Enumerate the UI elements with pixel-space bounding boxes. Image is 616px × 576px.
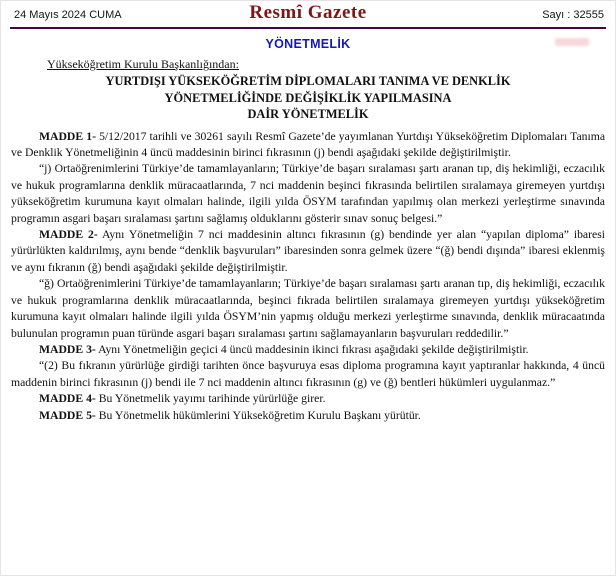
gazette-header [10,1,606,29]
gazette-title: Resmî Gazete [249,2,367,23]
document-title-line: YURTDIŞI YÜKSEKÖĞRETİM DİPLOMALARI TANIMA VE DENKLİK [105,74,511,89]
document-title [11,73,605,122]
header-issue-number: Sayı : 32555 [542,9,604,21]
paragraph: “j) Ortaöğrenimlerini Türkiye’de tamamlayanların; Türkiye’de başarı sıralaması şartı aranan tıp, diş hekimliği, eczacılık ve hukuk programlarına denklik müracaatlarında, 7 nci maddenin beşinci fıkrasında belirtilen sıralamaya giremeyen yurtdışı yükseköğretim kurumuna kayıt olmaları halinde, ilgili yılda ÖSYM tarafından yapılmış olan merkezi yerleştirme sınavında programın asgari başarı sıralaması şartını sağlamış olduklarını gösterir sınav sonuç belgesi.” [11,162,605,225]
document-title-line: YÖNETMELİĞİNDE DEĞİŞİKLİK YAPILMASINA [164,90,452,105]
issuer-line: Yükseköğretim Kurulu Başkanlığından: [47,57,239,71]
paragraph: “(2) Bu fıkranın yürürlüğe girdiği tarihten önce başvuruya esas diploma programına kayıt yaptıranlar hakkında, 4 üncü maddenin birinci fıkrasının (j) bendi ile 7 nci maddenin altıncı fıkrasının (g) ve (ğ) bentleri hükümleri uygulanmaz.” [11,359,605,389]
madde-label: MADDE 2- [39,228,98,242]
paragraph: MADDE 3- Aynı Yönetmeliğin geçici 4 üncü maddesinin ikinci fıkrası aşağıdaki şekilde değiştirilmiştir. [39,342,529,356]
paragraph: MADDE 4- Bu Yönetmelik yayımı tarihinde yürürlüğe girer. [39,392,326,406]
red-stamp-watermark-icon [555,38,589,46]
paragraphs [11,129,605,424]
document-body [11,56,605,424]
madde-label: MADDE 4- [39,392,96,406]
paragraph: “ğ) Ortaöğrenimlerini Türkiye’de tamamlayanların; Türkiye’de başarı sıralaması şartı aranan tıp, diş hekimliği, eczacılık ve hukuk programlarına denklik müracaatlarında, beşinci fıkrada belirtilen sıralamaya giremeyen yurtdışı yükseköğretim kurumuna kayıt olmaları halinde ilgili yılda ÖSYM’nin yapmış olduğu merkezi yerleştirme sınavında, denklik müracaatında bulunulan programın puan türünde asgari başarı sıralaması şartını sağlamayanların başvuruları reddedilir.” [11,277,605,340]
paragraph: MADDE 1- 5/12/2017 tarihli ve 30261 sayılı Resmî Gazete’de yayımlanan Yurtdışı Yükseköğretim Diplomaları Tanıma ve Denklik Yönetmeliğinin 4 üncü maddesinin birinci fıkrasının (j) bendi aşağıdaki şekilde değiştirilmiştir. [11,129,606,160]
document-title-line: DAİR YÖNETMELİK [247,107,369,122]
madde-label: MADDE 1- [39,129,96,143]
madde-label: MADDE 5- [39,408,96,422]
paragraph: MADDE 2- Aynı Yönetmeliğin 7 nci maddesinin altıncı fıkrasının (g) bendinde yer alan “yapılan diploma” ibaresi yürürlükten kaldırılmış, aynı bende “denklik başvuruları” ibaresinden sonra gelmek üzere “(ğ) bendi dışında” ibaresi eklenmiş ve aynı fıkranın (ğ) bendi aşağıdaki şekilde değiştirilmiştir. [11,228,605,274]
paragraph: MADDE 5- Bu Yönetmelik hükümlerini Yükseköğretim Kurulu Başkanı yürütür. [39,408,421,422]
header-date: 24 Mayıs 2024 CUMA [14,9,122,21]
section-category-heading: YÖNETMELİK [265,37,351,51]
madde-label: MADDE 3- [39,342,96,356]
